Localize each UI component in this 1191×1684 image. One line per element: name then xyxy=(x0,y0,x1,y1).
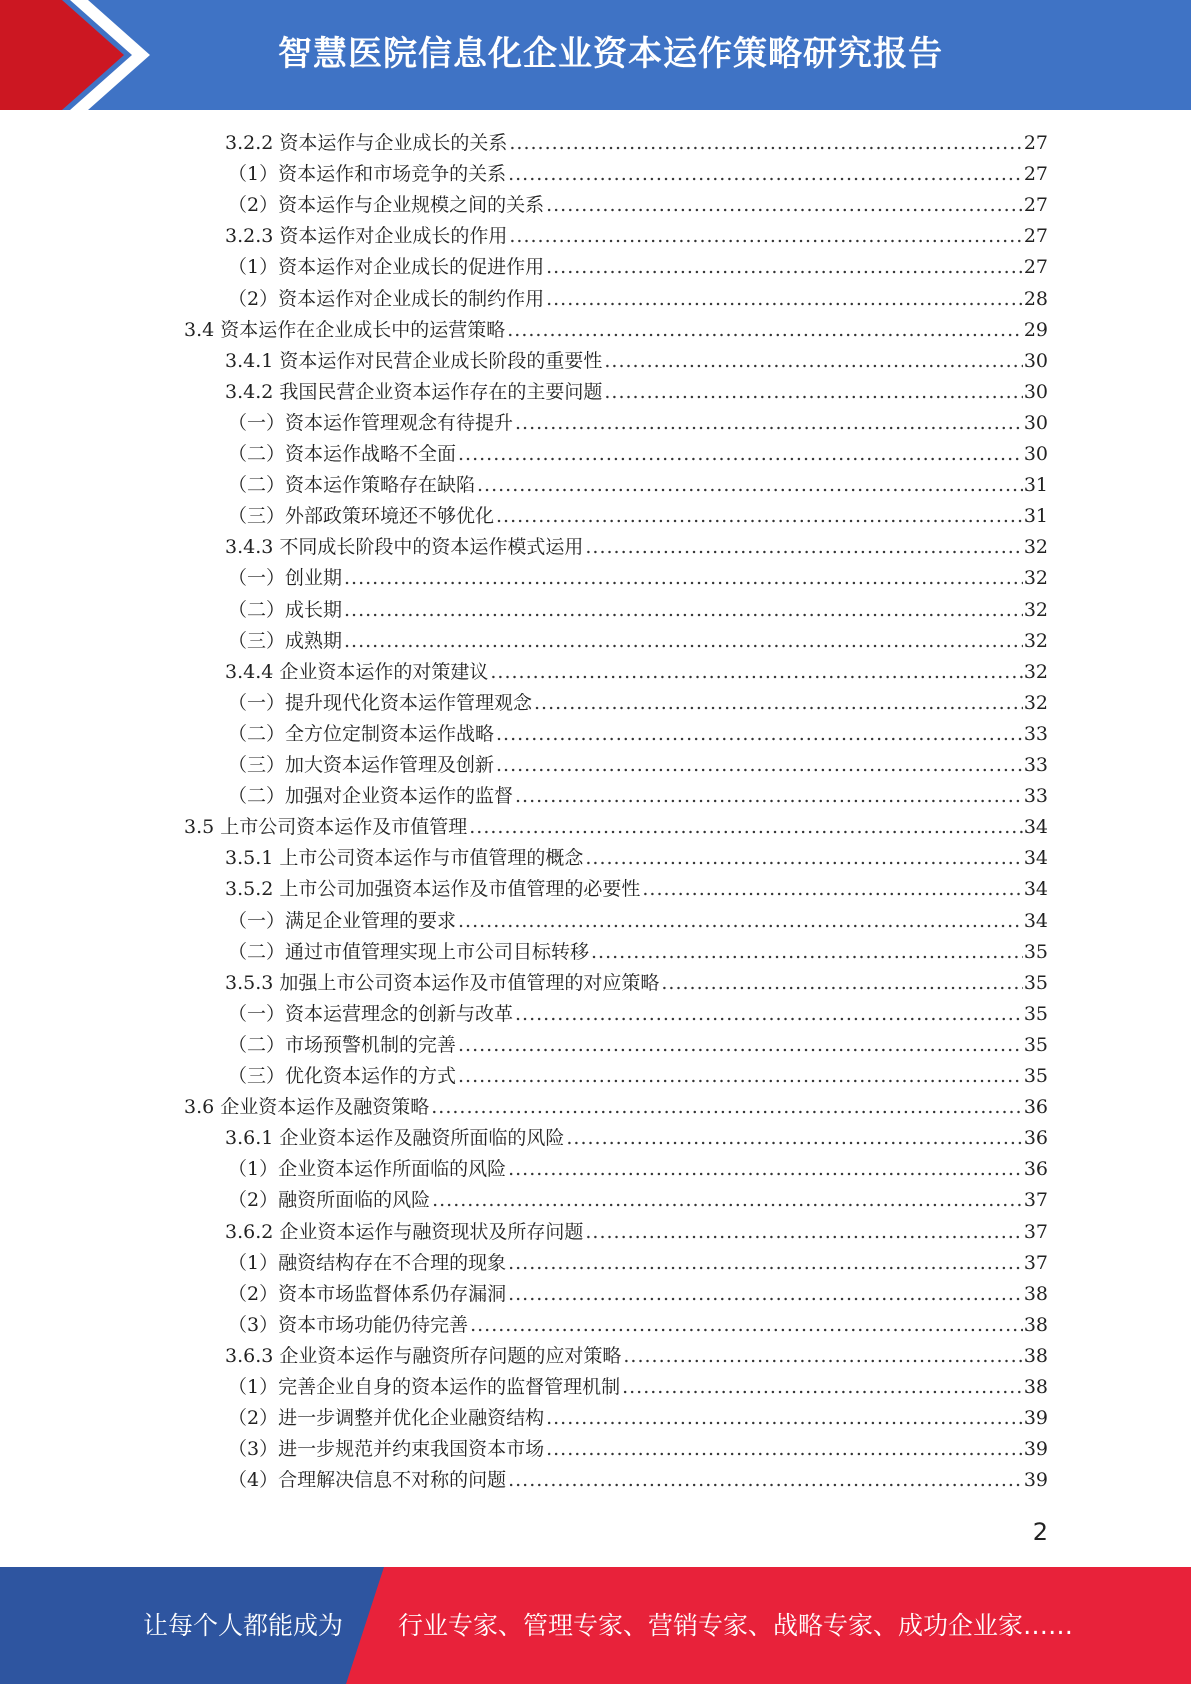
toc-entry-label: 3.4.1 资本运作对民营企业成长阶段的重要性 xyxy=(225,349,603,372)
toc-entry-label: （三）加大资本运作管理及创新 xyxy=(228,754,495,776)
toc-entry[interactable] xyxy=(228,719,1048,750)
toc-leader-dots xyxy=(344,626,1023,657)
toc-entry[interactable] xyxy=(225,657,1048,688)
toc-entry-label: （2）资本运作对企业成长的制约作用 xyxy=(228,287,545,310)
toc-entry-page: 29 xyxy=(1023,318,1048,341)
toc-leader-dots xyxy=(546,1403,1023,1434)
toc-leader-dots xyxy=(642,874,1022,905)
toc-entry[interactable] xyxy=(228,1061,1048,1092)
toc-leader-dots xyxy=(458,906,1023,937)
toc-entry[interactable] xyxy=(228,284,1048,315)
toc-entry-label: （2）进一步调整并优化企业融资结构 xyxy=(228,1407,545,1430)
toc-entry[interactable] xyxy=(228,190,1048,221)
toc-entry[interactable] xyxy=(228,781,1048,812)
toc-entry-page: 37 xyxy=(1023,1220,1048,1243)
toc-leader-dots xyxy=(515,781,1023,812)
toc-entry[interactable] xyxy=(225,532,1048,563)
toc-leader-dots xyxy=(509,221,1022,252)
toc-entry-label: （三）成熟期 xyxy=(228,629,343,652)
toc-entry[interactable] xyxy=(228,1465,1048,1496)
toc-entry[interactable] xyxy=(228,750,1048,781)
toc-entry-page: 34 xyxy=(1023,878,1048,901)
footer-slogan-right: 行业专家、管理专家、营销专家、战略专家、成功企业家…… xyxy=(398,1611,1074,1640)
toc-entry[interactable] xyxy=(228,1310,1048,1341)
toc-entry-label: （2）融资所面临的风险 xyxy=(228,1189,431,1212)
toc-entry[interactable] xyxy=(225,968,1048,999)
toc-entry-label: （3）进一步规范并约束我国资本市场 xyxy=(228,1438,545,1461)
toc-entry-page: 27 xyxy=(1023,225,1048,248)
toc-entry[interactable] xyxy=(228,1403,1048,1434)
toc-leader-dots xyxy=(477,470,1023,501)
toc-entry-label: 3.5.1 上市公司资本运作与市值管理的概念 xyxy=(225,847,584,870)
toc-leader-dots xyxy=(604,377,1022,408)
toc-leader-dots xyxy=(496,750,1023,781)
toc-entry-label: （二）全方位定制资本运作战略 xyxy=(228,722,495,745)
toc-entry[interactable] xyxy=(228,1279,1048,1310)
toc-entry[interactable] xyxy=(228,626,1048,657)
toc-entry-page: 35 xyxy=(1023,1033,1048,1056)
toc-entry-label: 3.5 上市公司资本运作及市值管理 xyxy=(184,816,468,839)
toc-entry-page: 38 xyxy=(1023,1282,1048,1305)
toc-entry-label: 3.6.1 企业资本运作及融资所面临的风险 xyxy=(225,1127,565,1150)
toc-entry-label: （4）合理解决信息不对称的问题 xyxy=(228,1469,507,1492)
toc-entry-page: 27 xyxy=(1023,132,1048,154)
toc-entry[interactable] xyxy=(184,315,1048,346)
toc-entry[interactable] xyxy=(228,408,1048,439)
footer-slogan-left: 让每个人都能成为 xyxy=(143,1611,344,1640)
toc-entry-label: （1）资本运作和市场竞争的关系 xyxy=(228,163,507,186)
toc-entry-label: （1）资本运作对企业成长的促进作用 xyxy=(228,256,545,279)
toc-leader-dots xyxy=(458,439,1023,470)
toc-leader-dots xyxy=(585,1217,1022,1248)
toc-entry-page: 37 xyxy=(1023,1251,1048,1274)
toc-entry-page: 32 xyxy=(1023,691,1048,714)
toc-entry[interactable] xyxy=(184,812,1048,843)
toc-leader-dots xyxy=(458,1030,1023,1061)
toc-entry-page: 35 xyxy=(1023,971,1048,994)
toc-entry[interactable] xyxy=(184,1092,1048,1123)
toc-entry-label: （1）融资结构存在不合理的现象 xyxy=(228,1251,507,1274)
toc-entry-page: 34 xyxy=(1023,816,1048,839)
toc-entry-page: 39 xyxy=(1023,1438,1048,1461)
toc-entry-label: （二）市场预警机制的完善 xyxy=(228,1033,457,1056)
toc-entry-page: 27 xyxy=(1023,256,1048,279)
toc-leader-dots xyxy=(508,1465,1023,1496)
toc-entry-page: 30 xyxy=(1023,411,1048,434)
toc-entry[interactable] xyxy=(228,1248,1048,1279)
toc-entry[interactable] xyxy=(228,252,1048,283)
toc-entry[interactable] xyxy=(228,688,1048,719)
toc-entry-page: 28 xyxy=(1023,287,1048,310)
toc-leader-dots xyxy=(508,1248,1023,1279)
toc-leader-dots xyxy=(546,1434,1023,1465)
page-header xyxy=(0,0,1191,110)
toc-entry-label: （二）通过市值管理实现上市公司目标转移 xyxy=(228,940,590,963)
toc-entry-page: 36 xyxy=(1023,1158,1048,1181)
toc-entry[interactable] xyxy=(228,999,1048,1030)
toc-entry[interactable] xyxy=(225,346,1048,377)
toc-entry-label: 3.4.2 我国民营企业资本运作存在的主要问题 xyxy=(225,380,603,403)
toc-entry-page: 32 xyxy=(1023,567,1048,590)
toc-entry-label: 3.4.4 企业资本运作的对策建议 xyxy=(225,660,489,683)
toc-entry-page: 30 xyxy=(1023,349,1048,372)
toc-entry-page: 39 xyxy=(1023,1469,1048,1492)
toc-entry[interactable] xyxy=(228,906,1048,937)
toc-leader-dots xyxy=(534,688,1023,719)
toc-entry-label: （一）创业期 xyxy=(228,567,343,590)
toc-entry[interactable] xyxy=(225,1341,1048,1372)
toc-leader-dots xyxy=(622,1372,1023,1403)
toc-entry-page: 38 xyxy=(1023,1313,1048,1336)
toc-leader-dots xyxy=(470,1310,1023,1341)
toc-entry-label: （三）优化资本运作的方式 xyxy=(228,1065,457,1087)
toc-entry-label: （二）加强对企业资本运作的监督 xyxy=(228,785,514,808)
toc-entry-page: 37 xyxy=(1023,1189,1048,1212)
page-number: 2 xyxy=(1032,1518,1048,1546)
toc-entry[interactable] xyxy=(228,1185,1048,1216)
toc-leader-dots xyxy=(623,1341,1022,1372)
toc-entry-label: 3.4 资本运作在企业成长中的运营策略 xyxy=(184,318,506,341)
toc-entry-label: 3.2.2 资本运作与企业成长的关系 xyxy=(225,132,508,154)
toc-entry-label: （一）资本运作管理观念有待提升 xyxy=(228,411,514,434)
toc-entry-page: 30 xyxy=(1023,380,1048,403)
toc-entry-page: 32 xyxy=(1023,660,1048,683)
toc-entry-label: （一）提升现代化资本运作管理观念 xyxy=(228,691,533,714)
toc-entry-page: 36 xyxy=(1023,1096,1048,1119)
toc-leader-dots xyxy=(344,563,1023,594)
toc-entry-page: 32 xyxy=(1023,629,1048,652)
toc-leader-dots xyxy=(515,408,1023,439)
toc-leader-dots xyxy=(604,346,1022,377)
toc-leader-dots xyxy=(508,1279,1023,1310)
toc-entry-page: 31 xyxy=(1023,474,1048,497)
toc-entry-label: （二）资本运作策略存在缺陷 xyxy=(228,474,476,497)
toc-entry-label: （1）完善企业自身的资本运作的监督管理机制 xyxy=(228,1376,621,1398)
toc-entry[interactable] xyxy=(228,470,1048,501)
toc-entry-label: （二）成长期 xyxy=(228,598,343,621)
toc-entry-page: 39 xyxy=(1023,1407,1048,1430)
toc-entry-label: （2）资本运作与企业规模之间的关系 xyxy=(228,194,545,217)
toc-leader-dots xyxy=(469,812,1023,843)
toc-entry-page: 32 xyxy=(1023,598,1048,621)
toc-leader-dots xyxy=(591,937,1023,968)
toc-entry-page: 33 xyxy=(1023,754,1048,776)
toc-entry-label: 3.6 企业资本运作及融资策略 xyxy=(184,1096,430,1119)
toc-entry-page: 36 xyxy=(1023,1127,1048,1150)
toc-entry-label: （2）资本市场监督体系仍存漏洞 xyxy=(228,1282,507,1305)
toc-entry-page: 31 xyxy=(1023,505,1048,528)
toc-leader-dots xyxy=(661,968,1022,999)
toc-entry[interactable] xyxy=(228,439,1048,470)
toc-leader-dots xyxy=(508,159,1023,190)
toc-entry[interactable] xyxy=(228,937,1048,968)
toc-entry-label: 3.5.2 上市公司加强资本运作及市值管理的必要性 xyxy=(225,878,641,901)
toc-leader-dots xyxy=(546,284,1023,315)
toc-entry-label: 3.5.3 加强上市公司资本运作及市值管理的对应策略 xyxy=(225,971,660,994)
toc-leader-dots xyxy=(496,501,1023,532)
toc-entry[interactable] xyxy=(225,1217,1048,1248)
toc-entry[interactable] xyxy=(228,595,1048,626)
toc-entry[interactable] xyxy=(225,128,1048,159)
toc-leader-dots xyxy=(585,843,1022,874)
toc-entry-label: （三）外部政策环境还不够优化 xyxy=(228,505,495,528)
toc-entry-label: （二）资本运作战略不全面 xyxy=(228,443,457,465)
document-title: 智慧医院信息化企业资本运作策略研究报告 xyxy=(278,34,943,74)
toc-entry-label: 3.2.3 资本运作对企业成长的作用 xyxy=(225,225,508,248)
toc-entry-label: 3.6.2 企业资本运作与融资现状及所存问题 xyxy=(225,1220,584,1243)
toc-leader-dots xyxy=(515,999,1023,1030)
toc-leader-dots xyxy=(585,532,1022,563)
toc-leader-dots xyxy=(508,1154,1023,1185)
toc-leader-dots xyxy=(458,1061,1023,1092)
toc-entry-label: 3.4.3 不同成长阶段中的资本运作模式运用 xyxy=(225,536,584,559)
toc-entry[interactable] xyxy=(228,1434,1048,1465)
toc-entry[interactable] xyxy=(228,159,1048,190)
toc-entry-page: 33 xyxy=(1023,722,1048,745)
toc-entry[interactable] xyxy=(225,843,1048,874)
toc-entry[interactable] xyxy=(228,1372,1048,1403)
toc-entry-page: 38 xyxy=(1023,1344,1048,1367)
toc-entry[interactable] xyxy=(225,874,1048,905)
toc-leader-dots xyxy=(566,1123,1022,1154)
toc-leader-dots xyxy=(546,190,1023,221)
toc-entry[interactable] xyxy=(228,1030,1048,1061)
toc-leader-dots xyxy=(546,252,1023,283)
toc-leader-dots xyxy=(496,719,1023,750)
toc-entry-page: 32 xyxy=(1023,536,1048,559)
toc-entry-page: 34 xyxy=(1023,909,1048,932)
toc-entry[interactable] xyxy=(228,1154,1048,1185)
toc-entry-page: 35 xyxy=(1023,940,1048,963)
toc-entry-page: 30 xyxy=(1023,443,1048,465)
toc-entry-page: 35 xyxy=(1023,1002,1048,1025)
toc-entry-page: 27 xyxy=(1023,163,1048,186)
toc-entry-label: （一）满足企业管理的要求 xyxy=(228,909,457,932)
toc-entry-label: （一）资本运营理念的创新与改革 xyxy=(228,1002,514,1025)
toc-leader-dots xyxy=(490,657,1022,688)
toc-leader-dots xyxy=(344,595,1023,626)
toc-entry-label: （1）企业资本运作所面临的风险 xyxy=(228,1158,507,1181)
toc-entry-label: （3）资本市场功能仍待完善 xyxy=(228,1313,469,1336)
toc-entry[interactable] xyxy=(225,1123,1048,1154)
toc-leader-dots xyxy=(432,1185,1023,1216)
toc-entry[interactable] xyxy=(225,221,1048,252)
toc-entry-label: 3.6.3 企业资本运作与融资所存问题的应对策略 xyxy=(225,1344,622,1367)
toc-leader-dots xyxy=(509,128,1022,159)
toc-entry-page: 38 xyxy=(1023,1376,1048,1398)
toc-leader-dots xyxy=(507,315,1023,346)
toc-entry-page: 34 xyxy=(1023,847,1048,870)
toc-entry-page: 33 xyxy=(1023,785,1048,808)
page-footer xyxy=(0,1567,1191,1684)
toc-entry[interactable] xyxy=(225,377,1048,408)
toc-entry-page: 35 xyxy=(1023,1065,1048,1087)
toc-entry[interactable] xyxy=(228,501,1048,532)
toc-entry[interactable] xyxy=(228,563,1048,594)
toc-leader-dots xyxy=(431,1092,1023,1123)
toc-entry-page: 27 xyxy=(1023,194,1048,217)
